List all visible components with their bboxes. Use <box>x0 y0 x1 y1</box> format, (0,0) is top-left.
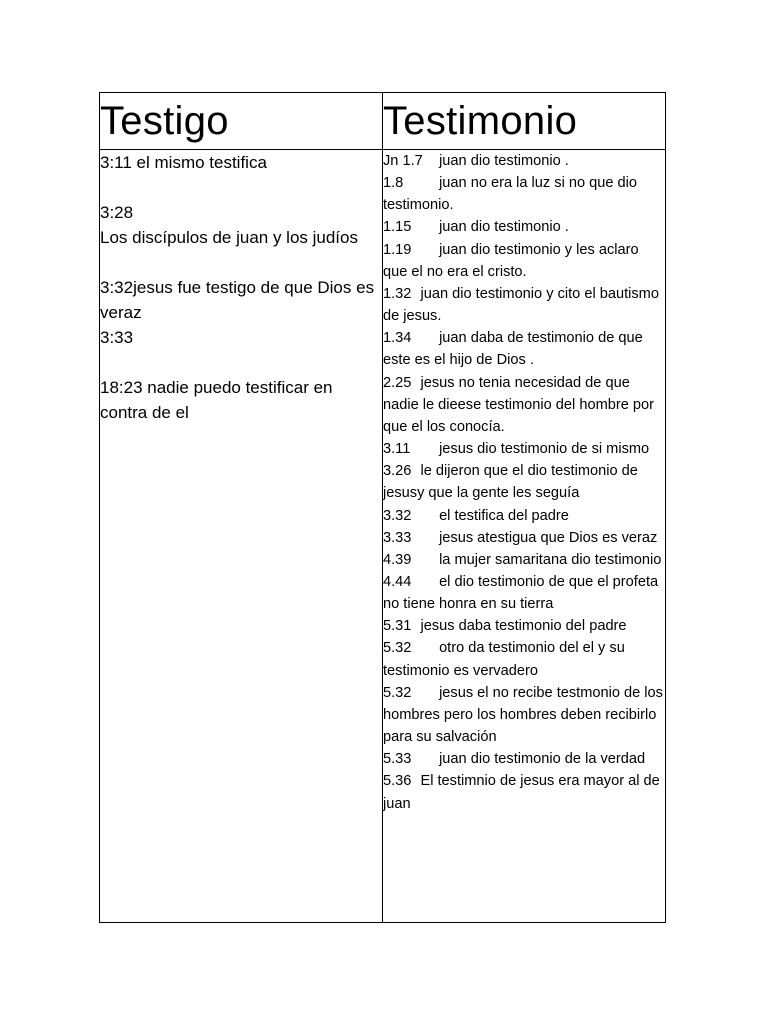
testimonio-entry <box>383 527 665 549</box>
testigo-item <box>100 275 382 325</box>
table-header-row <box>100 93 666 150</box>
testigo-line: 3:28 <box>100 203 134 222</box>
testimonio-entry <box>383 748 665 770</box>
testimonio-text: el testifica del padre <box>439 507 569 524</box>
testimonio-text: juan dio testimonio de la verdad <box>439 751 646 768</box>
verse-reference: Jn 1.7 <box>383 153 423 169</box>
testimonio-text: jesus atestigua que Dios es veraz <box>439 529 658 546</box>
verse-reference: 1.19 <box>383 241 412 258</box>
verse-reference: 1.34 <box>383 330 412 347</box>
testigo-line: Los discípulos de juan y los judíos <box>100 228 358 247</box>
verse-reference: 4.44 <box>383 573 412 590</box>
verse-reference: 5.32 <box>383 640 412 657</box>
verse-reference: 1.15 <box>383 219 412 236</box>
testimonio-entry <box>383 239 665 283</box>
testimonio-entry <box>383 770 665 814</box>
table-body-row <box>100 150 666 923</box>
testimonio-entry <box>383 216 665 238</box>
testimonio-text: jesus daba testimonio del padre <box>420 618 627 635</box>
testimonio-text: otro da testimonio del el y su testimonio es vervadero <box>383 640 625 679</box>
testimonio-list <box>383 150 665 815</box>
testigo-line: 3:33 <box>100 328 134 347</box>
verse-reference: 1.8 <box>383 175 404 192</box>
testimonio-entry <box>383 438 665 460</box>
testimonio-entry <box>383 505 665 527</box>
testimonio-entry <box>383 172 665 216</box>
testimonio-text: jesus el no recibe testmonio de los hombres pero los hombres deben recibirlo para su salvación <box>383 684 663 746</box>
testimonio-text: juan no era la luz si no que dio testimonio. <box>383 175 638 214</box>
verse-reference: 5.32 <box>383 684 412 701</box>
testigo-cell <box>100 150 383 923</box>
testimonio-text: juan dio testimonio y les aclaro que el no era el cristo. <box>383 241 639 280</box>
testigo-line: 3:11 el mismo testifica <box>100 153 267 172</box>
verse-reference: 3.11 <box>383 441 411 458</box>
testigo-item <box>100 150 382 175</box>
testimonio-text: juan dio testimonio y cito el bautismo de jesus. <box>383 285 659 325</box>
testimonio-entry <box>383 372 665 438</box>
verse-reference: 5.33 <box>383 751 412 768</box>
verse-reference: 3.26 <box>383 463 412 480</box>
testigo-line: 3:32jesus fue testigo de que Dios es veraz <box>100 278 375 322</box>
testimonio-entry <box>383 615 665 637</box>
testimonio-entry <box>383 571 665 615</box>
testimony-table <box>99 92 666 923</box>
testimonio-entry <box>383 682 665 748</box>
testimonio-text: El testimnio de jesus era mayor al de juan <box>383 773 660 812</box>
verse-reference: 3.33 <box>383 529 412 546</box>
header-testimonio: Testimonio <box>383 93 666 150</box>
testimonio-entry <box>383 283 665 327</box>
testimonio-text: la mujer samaritana dio testimonio <box>439 551 662 568</box>
testigo-line: 18:23 nadie puedo testificar en contra de el <box>100 378 333 422</box>
testimonio-text: jesus no tenia necesidad de que nadie le dieese testimonio del hombre por que el los conocía. <box>383 374 654 435</box>
verse-reference: 4.39 <box>383 551 412 568</box>
testimonio-text: jesus dio testimonio de si mismo <box>439 441 650 458</box>
testimonio-entry <box>383 460 665 504</box>
verse-reference: 3.32 <box>383 507 412 524</box>
testimonio-text: el dio testimonio de que el profeta no tiene honra en su tierra <box>383 573 659 613</box>
testigo-item <box>100 200 382 250</box>
verse-reference: 5.36 <box>383 773 412 790</box>
testigo-item <box>100 325 382 350</box>
testimonio-text: le dijeron que el dio testimonio de jesusy que la gente les seguía <box>383 463 638 502</box>
testigo-item <box>100 375 382 425</box>
testimonio-entry <box>383 327 665 371</box>
testimonio-text: juan daba de testimonio de que este es el hijo de Dios . <box>383 330 643 369</box>
testimonio-cell <box>383 150 666 923</box>
verse-reference: 1.32 <box>383 285 412 302</box>
verse-reference: 2.25 <box>383 374 412 391</box>
verse-reference: 5.31 <box>383 618 412 635</box>
testimonio-entry <box>383 637 665 681</box>
testimonio-text: juan dio testimonio . <box>439 153 569 169</box>
testimonio-entry <box>383 549 665 571</box>
testigo-list <box>100 150 382 425</box>
testimonio-text: juan dio testimonio . <box>439 219 569 236</box>
header-testigo: Testigo <box>100 93 383 150</box>
testimonio-entry <box>383 150 665 172</box>
